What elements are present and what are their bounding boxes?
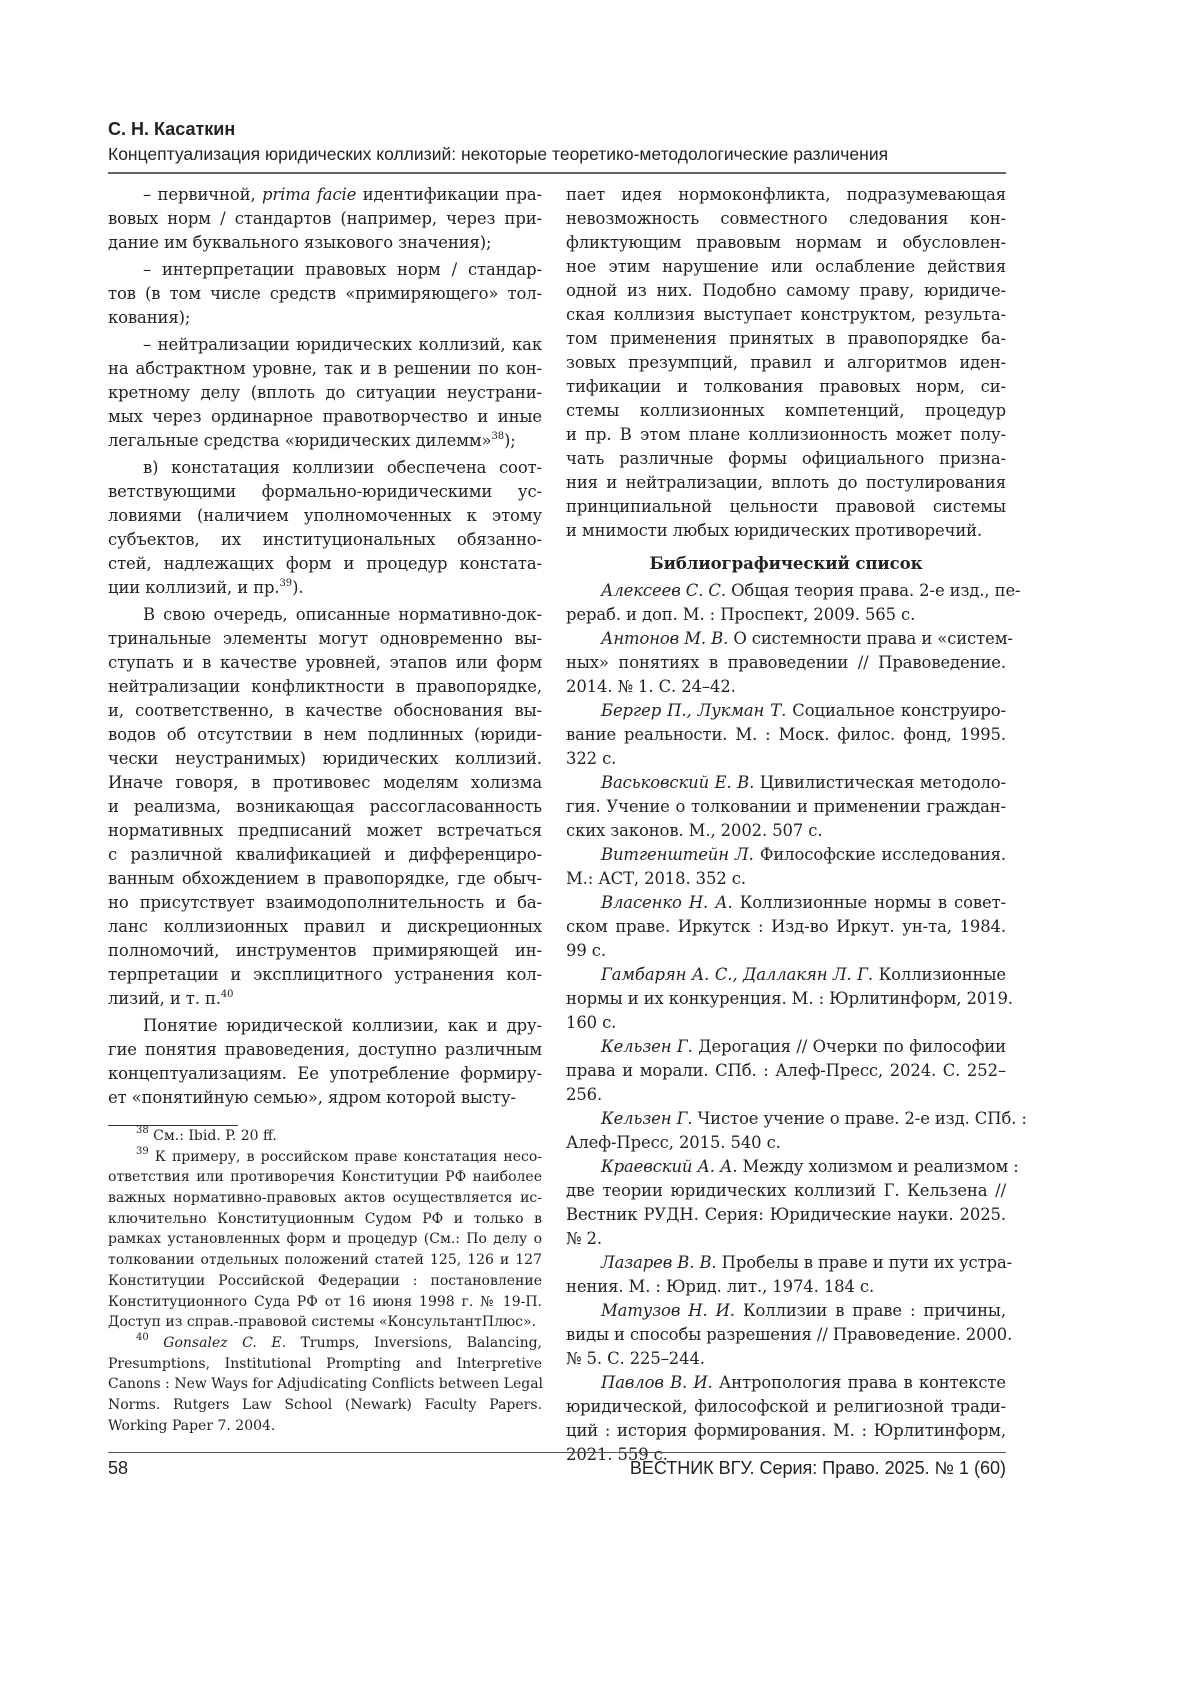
italic-text: Бергер П., Лукман Т.	[601, 701, 786, 720]
text-run: субъектов, их институциональных обязанно-	[108, 530, 542, 549]
para	[108, 456, 542, 600]
text-line	[566, 255, 1006, 279]
text-line	[108, 1014, 542, 1038]
text-run: две теории юридических коллизий Г. Кельзена //	[566, 1181, 1006, 1200]
italic-text: Матузов Н. И.	[601, 1301, 735, 1320]
text-line	[108, 987, 542, 1011]
text-line	[108, 576, 542, 600]
text-line	[566, 207, 1006, 231]
text-line	[108, 939, 542, 963]
text-run: Доступ из справ.-правовой системы «КонсультантПлюс».	[108, 1314, 536, 1330]
text-run: кретному делу (вплоть до ситуации неустрани-	[108, 383, 542, 402]
text-run: Коллизионные нормы в совет-	[733, 893, 1006, 912]
footer-divider	[108, 1452, 1006, 1453]
text-line	[108, 867, 542, 891]
text-line	[566, 891, 1006, 915]
para	[108, 603, 542, 1011]
text-line	[566, 303, 1006, 327]
text-line	[108, 1312, 542, 1333]
text-line	[566, 351, 1006, 375]
text-run: Социальное конструиро-	[786, 701, 1006, 720]
para	[108, 1014, 542, 1110]
text-run: стемы коллизионных компетенций, процедур	[566, 401, 1006, 420]
text-run: );	[504, 431, 516, 450]
text-run: и, соответственно, в качестве обоснования вы-	[108, 701, 542, 720]
text-line	[566, 579, 1006, 603]
text-run: О системности права и «систем-	[728, 629, 1013, 648]
text-line	[566, 939, 1006, 963]
text-run: Presumptions, Institutional Prompting and Interpretive	[108, 1356, 542, 1372]
text-line	[566, 867, 1006, 891]
text-run: одной из них. Подобно самому праву, юридиче-	[566, 281, 1006, 300]
text-line	[566, 1347, 1006, 1371]
text-line	[566, 183, 1006, 207]
para	[108, 258, 542, 330]
text-line	[108, 915, 542, 939]
text-line	[108, 1126, 542, 1147]
bib-entry	[566, 843, 1006, 891]
text-line	[566, 1059, 1006, 1083]
text-run: М.: АСТ, 2018. 352 с.	[566, 869, 746, 888]
text-run: Между холизмом и реализмом :	[737, 1157, 1018, 1176]
footnote	[108, 1147, 542, 1333]
italic-text: Антонов М. В.	[601, 629, 728, 648]
text-run: К примеру, в российском праве констатация несо-	[149, 1149, 542, 1165]
text-run: – первичной,	[143, 185, 262, 204]
text-run: ных» понятиях в правоведении // Правоведение.	[566, 653, 1006, 672]
para	[108, 183, 542, 255]
text-run: ланс коллизионных правил и дискреционных	[108, 917, 542, 936]
text-run: ском праве. Иркутск : Изд-во Иркут. ун-та, 1984.	[566, 917, 1006, 936]
italic-text: Краевский А. А.	[601, 1157, 737, 1176]
text-run: кования);	[108, 308, 190, 327]
text-line	[108, 1292, 542, 1313]
journal-citation: ВЕСТНИК ВГУ. Серия: Право. 2025. № 1 (60)	[630, 1458, 1006, 1479]
text-run: Canons : New Ways for Adjudicating Conflicts between Legal	[108, 1376, 543, 1392]
text-run: ).	[292, 578, 303, 597]
text-line	[566, 1395, 1006, 1419]
bib-entry	[566, 1251, 1006, 1299]
text-run: Working Paper 7. 2004.	[108, 1418, 275, 1434]
text-run: дание им буквального языкового значения);	[108, 233, 491, 252]
text-run: ловиями (наличием уполномоченных к этому	[108, 506, 542, 525]
text-line	[566, 399, 1006, 423]
text-line	[108, 891, 542, 915]
text-run: 99 с.	[566, 941, 606, 960]
text-run: рераб. и доп. М. : Проспект, 2009. 565 с.	[566, 605, 915, 624]
text-line	[566, 1035, 1006, 1059]
text-run: нормативных предписаний может встречаться	[108, 821, 542, 840]
text-run: ванным обхождением в правопорядке, где обыч-	[108, 869, 542, 888]
text-run: тов (в том числе средств «примиряющего» тол-	[108, 284, 542, 303]
text-run: терпретации и эксплицитного устранения кол-	[108, 965, 542, 984]
italic-text: Гамбарян А. С., Даллакян Л. Г.	[601, 965, 873, 984]
bibliography-heading: Библиографический список	[566, 551, 1006, 575]
bib-entry	[566, 1107, 1006, 1155]
text-run: водов об отсутствии в нем подлинных (юриди-	[108, 725, 542, 744]
text-run: Антропология права в контексте	[713, 1373, 1006, 1392]
bib-entry	[566, 579, 1006, 627]
text-run: вание реальности. М. : Моск. филос. фонд, 1995.	[566, 725, 1006, 744]
text-line	[566, 1227, 1006, 1251]
text-run: рамках установленных форм и процедур (См.: По делу о	[108, 1231, 542, 1247]
text-line	[566, 675, 1006, 699]
bib-entry	[566, 1299, 1006, 1371]
text-run: ключительно Конституционным Судом РФ и только в	[108, 1211, 542, 1227]
text-run: идентификации пра-	[356, 185, 542, 204]
text-line	[566, 747, 1006, 771]
text-run: Понятие юридической коллизии, как и дру-	[143, 1016, 542, 1035]
text-run: в) констатация коллизии обеспечена соот-	[143, 458, 542, 477]
text-line	[566, 1371, 1006, 1395]
text-run: права и морали. СПб. : Алеф-Пресс, 2024. С. 252–	[566, 1061, 1006, 1080]
text-run: Дерогация // Очерки по философии	[693, 1037, 1006, 1056]
text-run: 322 с.	[566, 749, 616, 768]
footnote-ref: 39	[136, 1146, 149, 1157]
text-run: тификации и толкования правовых норм, си-	[566, 377, 1006, 396]
text-line	[108, 795, 542, 819]
italic-text: Павлов В. И.	[601, 1373, 713, 1392]
text-line	[566, 795, 1006, 819]
text-run: Конституционного Суда РФ от 16 июня 1998 г. № 19-П.	[108, 1294, 542, 1310]
footnote-ref: 40	[136, 1332, 149, 1343]
text-line	[108, 282, 542, 306]
text-line	[108, 528, 542, 552]
text-line	[108, 675, 542, 699]
text-run: чески неустранимых) юридических коллизий.	[108, 749, 542, 768]
text-run: – интерпретации правовых норм / стандар-	[143, 260, 542, 279]
text-run: ответствия или противоречия Конституции РФ наиболее	[108, 1169, 542, 1185]
text-line	[108, 603, 542, 627]
text-line	[108, 306, 542, 330]
text-run: См.: Ibid. P. 20 ff.	[149, 1128, 277, 1144]
text-run: юридической, философской и религиозной тради-	[566, 1397, 1006, 1416]
italic-text: Алексеев С. С.	[601, 581, 726, 600]
text-run: чать различные формы официального призна-	[566, 449, 1006, 468]
text-run: Чистое учение о праве. 2-е изд. СПб. :	[692, 1109, 1026, 1128]
text-run: нения. М. : Юрид. лит., 1974. 184 с.	[566, 1277, 874, 1296]
italic-text: Витгенштейн Л.	[601, 845, 754, 864]
text-run: Иначе говоря, в противовес моделям холизма	[108, 773, 542, 792]
header-article-title: Концептуализация юридических коллизий: некоторые теоретико-методологические различения	[108, 144, 888, 165]
text-run: стей, надлежащих форм и процедур констата-	[108, 554, 542, 573]
header-divider	[108, 172, 1006, 174]
text-line	[566, 915, 1006, 939]
text-run: нейтрализации конфликтности в правопорядке,	[108, 677, 542, 696]
text-run: гия. Учение о толковании и применении граждан-	[566, 797, 1006, 816]
text-line	[108, 1062, 542, 1086]
text-run: 2021. 559 с.	[566, 1445, 668, 1464]
text-run: Коллизионные	[873, 965, 1006, 984]
text-line	[108, 207, 542, 231]
footnote-ref: 40	[221, 989, 234, 1000]
text-run: ции коллизий, и пр.	[108, 578, 280, 597]
text-line	[108, 357, 542, 381]
text-line	[108, 480, 542, 504]
text-run: ветствующими формально-юридическими ус-	[108, 482, 542, 501]
text-run: вовых норм / стандартов (например, через при-	[108, 209, 542, 228]
text-line	[108, 723, 542, 747]
text-run: важных нормативно-правовых актов осуществляется ис-	[108, 1190, 542, 1206]
footnote	[108, 1333, 542, 1436]
text-line	[566, 1203, 1006, 1227]
text-run: тринальные элементы могут одновременно вы-	[108, 629, 542, 648]
text-run: 2014. № 1. С. 24–42.	[566, 677, 736, 696]
para	[108, 333, 542, 453]
text-line	[108, 819, 542, 843]
footnote-ref: 38	[136, 1125, 149, 1136]
text-run: зовых презумпций, правил и алгоритмов иден-	[566, 353, 1006, 372]
text-run: ских законов. М., 2002. 507 с.	[566, 821, 823, 840]
text-line	[108, 651, 542, 675]
text-line	[108, 1250, 542, 1271]
text-line	[108, 627, 542, 651]
text-line	[108, 1395, 542, 1416]
text-run: на абстрактном уровне, так и в решении по кон-	[108, 359, 542, 378]
text-line	[108, 1147, 542, 1168]
text-line	[108, 1038, 542, 1062]
text-line	[566, 1299, 1006, 1323]
bib-entry	[566, 771, 1006, 843]
text-run: Цивилистическая методоло-	[754, 773, 1006, 792]
text-run: ное этим нарушение или ослабление действия	[566, 257, 1006, 276]
text-run: виды и способы разрешения // Правоведение. 2000.	[566, 1325, 1012, 1344]
text-line	[108, 1354, 542, 1375]
text-line	[108, 183, 542, 207]
bib-entry	[566, 891, 1006, 963]
italic-text: prima facie	[262, 185, 356, 204]
text-line	[566, 1275, 1006, 1299]
text-run: – нейтрализации юридических коллизий, как	[143, 335, 542, 354]
text-run: невозможность совместного следования кон-	[566, 209, 1006, 228]
text-line	[566, 1251, 1006, 1275]
text-line	[108, 333, 542, 357]
italic-text: Кельзен Г.	[601, 1109, 692, 1128]
text-run: Коллизии в праве : причины,	[735, 1301, 1006, 1320]
italic-text: Gonsalez C. E.	[163, 1335, 286, 1351]
text-run: пает идея нормоконфликта, подразумевающая	[566, 185, 1006, 204]
text-line	[566, 1323, 1006, 1347]
text-run: ступать и в качестве уровней, этапов или форм	[108, 653, 542, 672]
italic-text: Власенко Н. А.	[601, 893, 733, 912]
text-line	[108, 1229, 542, 1250]
text-line	[566, 423, 1006, 447]
text-line	[566, 1011, 1006, 1035]
italic-text: Кельзен Г.	[601, 1037, 693, 1056]
footnotes	[108, 1126, 542, 1436]
text-line	[566, 987, 1006, 1011]
text-line	[566, 963, 1006, 987]
text-line	[566, 843, 1006, 867]
footnote-ref: 38	[491, 431, 504, 442]
text-line	[108, 1209, 542, 1230]
text-line	[566, 471, 1006, 495]
text-run: концептуализациям. Ее употребление формиру-	[108, 1064, 542, 1083]
text-run: но присутствует взаимодополнительность и ба-	[108, 893, 542, 912]
text-line	[566, 1419, 1006, 1443]
text-line	[566, 519, 1006, 543]
text-line	[566, 819, 1006, 843]
text-run: № 5. С. 225–244.	[566, 1349, 705, 1368]
italic-text: Васьковский Е. В.	[601, 773, 754, 792]
text-line	[566, 327, 1006, 351]
text-run: 256.	[566, 1085, 602, 1104]
text-line	[566, 1107, 1006, 1131]
text-run: с различной квалификацией и дифференциро-	[108, 845, 542, 864]
text-line	[108, 1333, 542, 1354]
text-line	[108, 1167, 542, 1188]
left-column	[108, 183, 542, 1113]
right-column	[566, 183, 1006, 1467]
text-run: и реализма, возникающая рассогласованность	[108, 797, 542, 816]
text-run: 160 с.	[566, 1013, 616, 1032]
text-line	[108, 552, 542, 576]
text-run: ния и нейтрализации, вплоть до постулирования	[566, 473, 1006, 492]
text-run: Пробелы в праве и пути их устра-	[717, 1253, 1013, 1272]
bib-entry	[566, 1035, 1006, 1107]
text-run: легальные средства «юридических дилемм»	[108, 431, 491, 450]
text-run: ций : история формирования. М. : Юрлитинформ,	[566, 1421, 1006, 1440]
bibliography-list	[566, 579, 1006, 1467]
text-run: гие понятия правоведения, доступно различным	[108, 1040, 542, 1059]
text-run: В свою очередь, описанные нормативно-док-	[143, 605, 542, 624]
text-run: полномочий, инструментов примиряющей ин-	[108, 941, 542, 960]
bib-entry	[566, 1155, 1006, 1251]
text-line	[108, 504, 542, 528]
text-run: Norms. Rutgers Law School (Newark) Faculty Papers.	[108, 1397, 542, 1413]
text-line	[108, 381, 542, 405]
text-run: ет «понятийную семью», ядром которой высту-	[108, 1088, 516, 1107]
footnote	[108, 1126, 542, 1147]
text-line	[566, 495, 1006, 519]
right-column-text	[566, 183, 1006, 543]
text-run: Trumps, Inversions, Balancing,	[286, 1335, 542, 1351]
text-run: фликтующим правовым нормам и обусловлен-	[566, 233, 1006, 252]
para	[566, 183, 1006, 543]
text-line	[566, 699, 1006, 723]
text-line	[108, 1086, 542, 1110]
bib-entry	[566, 963, 1006, 1035]
text-line	[108, 405, 542, 429]
text-run: и мнимости любых юридических противоречий.	[566, 521, 982, 540]
text-run: лизий, и т. п.	[108, 989, 221, 1008]
text-line	[108, 699, 542, 723]
text-run: Философские исследования.	[754, 845, 1006, 864]
text-run: № 2.	[566, 1229, 602, 1248]
text-line	[108, 429, 542, 453]
text-line	[108, 1188, 542, 1209]
text-line	[566, 1179, 1006, 1203]
text-line	[566, 651, 1006, 675]
text-line	[566, 771, 1006, 795]
text-run: Конституции Российской Федерации : постановление	[108, 1273, 542, 1289]
bib-entry	[566, 699, 1006, 771]
text-line	[108, 747, 542, 771]
text-run: и пр. В этом плане коллизионность может полу-	[566, 425, 1006, 444]
text-run	[149, 1335, 164, 1351]
text-run: ская коллизия выступает конструктом, результа-	[566, 305, 1006, 324]
text-line	[566, 603, 1006, 627]
text-line	[566, 627, 1006, 651]
text-run: том применения принятых в правопорядке ба-	[566, 329, 1006, 348]
text-line	[566, 375, 1006, 399]
text-line	[566, 1131, 1006, 1155]
bib-entry	[566, 627, 1006, 699]
text-line	[108, 963, 542, 987]
text-line	[108, 231, 542, 255]
text-line	[566, 1155, 1006, 1179]
text-line	[108, 843, 542, 867]
text-run: Общая теория права. 2-е изд., пе-	[726, 581, 1021, 600]
text-run: толковании отдельных положений статей 125, 126 и 127	[108, 1252, 542, 1268]
text-line	[108, 771, 542, 795]
text-line	[108, 1271, 542, 1292]
text-line	[108, 258, 542, 282]
text-line	[108, 1374, 542, 1395]
text-line	[566, 723, 1006, 747]
text-line	[566, 1083, 1006, 1107]
text-line	[566, 231, 1006, 255]
text-run: нормы и их конкуренция. М. : Юрлитинформ, 2019.	[566, 989, 1013, 1008]
text-line	[566, 447, 1006, 471]
text-run: Алеф-Пресс, 2015. 540 с.	[566, 1133, 781, 1152]
text-run: Вестник РУДН. Серия: Юридические науки. 2025.	[566, 1205, 1006, 1224]
page-number: 58	[108, 1458, 128, 1479]
text-run: мых через ординарное правотворчество и иные	[108, 407, 542, 426]
footnote-ref: 39	[280, 578, 293, 589]
header-author: С. Н. Касаткин	[108, 119, 235, 140]
italic-text: Лазарев В. В.	[601, 1253, 717, 1272]
text-line	[108, 456, 542, 480]
text-line	[566, 279, 1006, 303]
text-run: принципиальной цельности правовой системы	[566, 497, 1006, 516]
text-line	[108, 1416, 542, 1437]
